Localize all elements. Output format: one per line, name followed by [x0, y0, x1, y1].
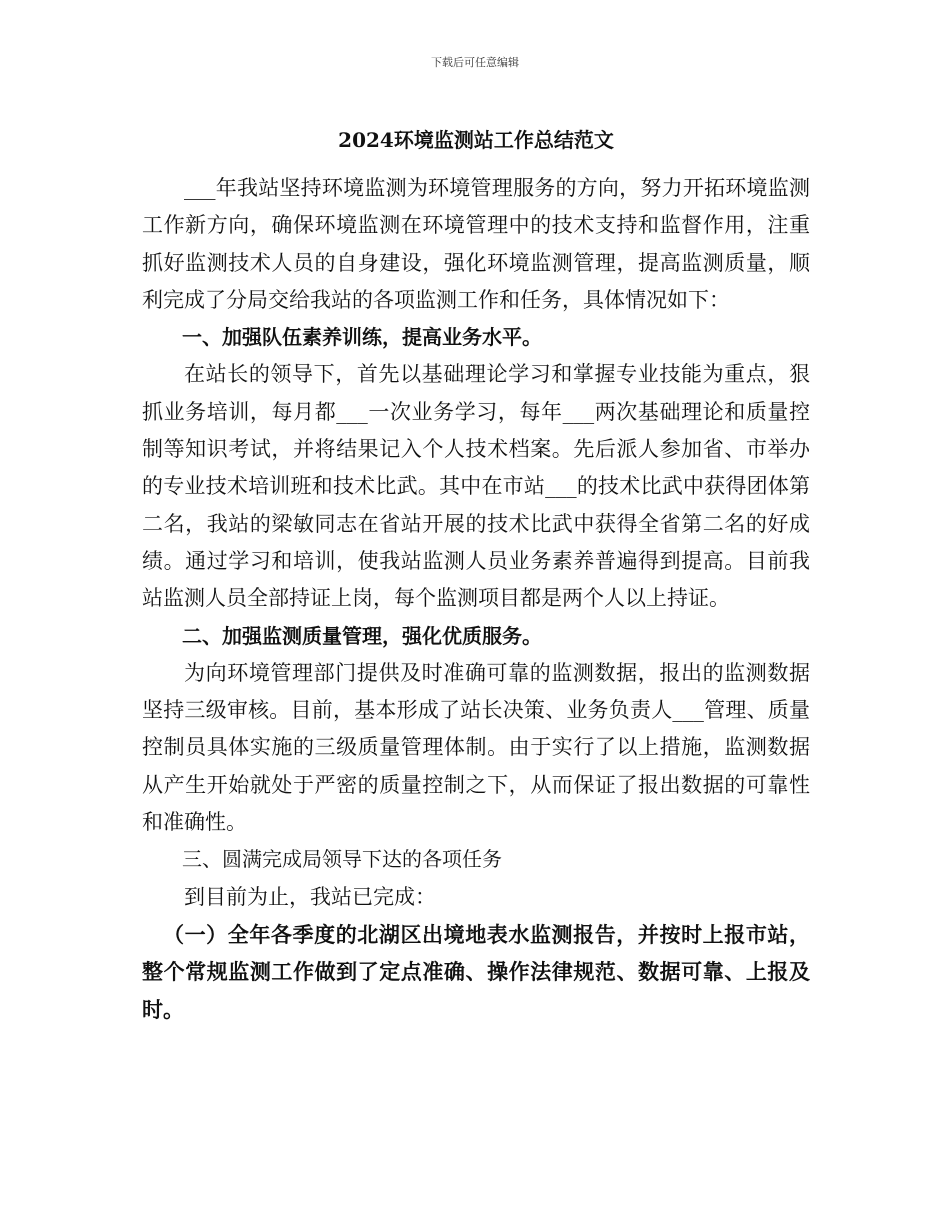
section-3-heading: 三、圆满完成局领导下达的各项任务 [182, 847, 502, 872]
section-2-heading: 二、加强监测质量管理，强化优质服务。 [182, 623, 542, 648]
document-body [142, 120, 810, 1028]
document-title: 2024环境监测站工作总结范文 [338, 128, 614, 152]
section-1-heading: 一、加强队伍素养训练，提高业务水平。 [182, 325, 542, 350]
section-2-body: 为向环境管理部门提供及时准确可靠的监测数据，报出的监测数据坚持三级审核。目前，基本形成了站长决策、业务负责人___管理、质量控制员具体实施的三级质量管理体制。由于实行了以上措施，监测数据从产生开始就处于严密的质量控制之下，从而保证了报出数据的可靠性和准确性。 [142, 660, 810, 835]
section-3-lead: 到目前为止，我站已完成： [184, 884, 436, 909]
intro-paragraph: ___年我站坚持环境监测为环境管理服务的方向，努力开拓环境监测工作新方向，确保环境监测在环境管理中的技术支持和监督作用，注重抓好监测技术人员的自身建设，强化环境监测管理，提高监测质量，顺利完成了分局交给我站的各项监测工作和任务，具体情况如下： [142, 176, 810, 312]
section-3-item-1: （一）全年各季度的北湖区出境地表水监测报告，并按时上报市站，整个常规监测工作做到了定点准确、操作法律规范、数据可靠、上报及时。 [142, 921, 810, 1022]
section-1-body: 在站长的领导下，首先以基础理论学习和掌握专业技能为重点，狠抓业务培训，每月都___一次业务学习，每年___两次基础理论和质量控制等知识考试，并将结果记入个人技术档案。先后派人参加省、市举办的专业技术培训班和技术比武。其中在市站___的技术比武中获得团体第二名，我站的梁敏同志在省站开展的技术比武中获得全省第二名的好成绩。通过学习和培训，使我站监测人员业务素养普遍得到提高。目前我站监测人员全部持证上岗，每个监测项目都是两个人以上持证。 [142, 362, 810, 611]
header-note: 下载后可任意编辑 [431, 56, 519, 69]
